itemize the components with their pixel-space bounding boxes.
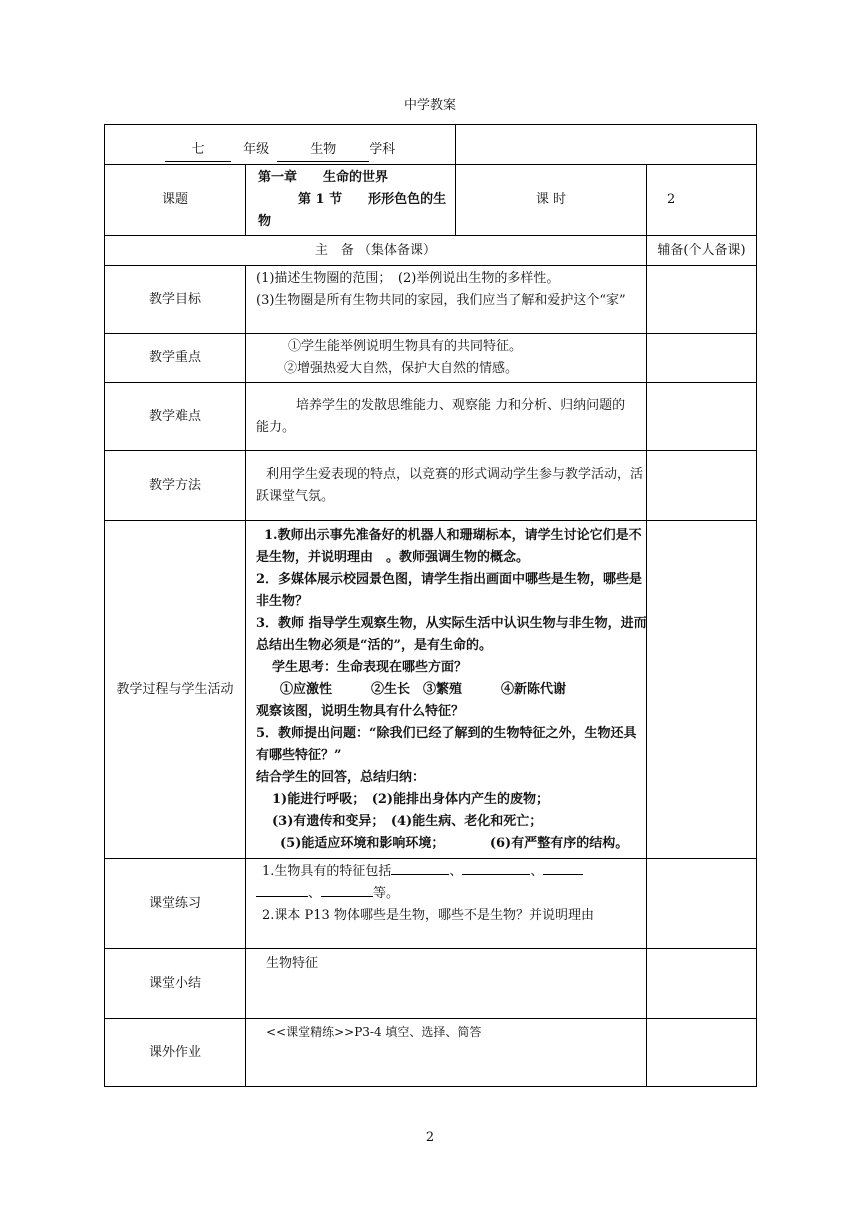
- homework-label: 课外作业: [105, 1019, 246, 1087]
- process-line: (5)能适应环境和影响环境； (6)有严整有序的结构。: [280, 835, 629, 851]
- process-line: 有哪些特征？”: [256, 747, 342, 763]
- process-line: 学生思考：生命表现在哪些方面？: [272, 659, 468, 675]
- hours-label: 课 时: [456, 165, 647, 236]
- main-prep-label: 主 备 （集体备课）: [105, 236, 647, 266]
- summary-content: 生物特征: [246, 949, 647, 1019]
- methods-row: [105, 451, 757, 521]
- answer-blank[interactable]: [256, 896, 308, 897]
- answer-blank[interactable]: [462, 874, 530, 875]
- section-title-cont: 物: [258, 214, 272, 229]
- process-line: 观察该图，说明生物具有什么特征？: [256, 703, 465, 719]
- methods-content: [246, 451, 647, 521]
- prep-header-row: [105, 236, 757, 266]
- exercise-row: [105, 859, 757, 949]
- difficulties-aux-cell: [647, 383, 757, 451]
- key-points-content: [246, 334, 647, 383]
- chapter-title: 第一章 生命的世界: [258, 170, 389, 185]
- difficulties-label: 教学难点: [105, 383, 246, 451]
- process-line: ①应激性 ②生长 ③繁殖 ④新陈代谢: [280, 681, 567, 697]
- goals-label: 教学目标: [105, 266, 246, 334]
- aux-prep-label: 辅备(个人备课): [647, 236, 757, 266]
- process-line: 1.教师出示事先准备好的机器人和珊瑚标本，请学生讨论它们是不: [264, 527, 642, 543]
- exercise-line-2: [256, 883, 638, 905]
- summary-row: [105, 949, 757, 1019]
- process-line: (3)有遗传和变异； (4)能生病、老化和死亡；: [272, 813, 543, 829]
- homework-aux-cell: [647, 1019, 757, 1087]
- difficulty-line: 能力。: [256, 419, 296, 435]
- answer-blank[interactable]: [391, 874, 449, 875]
- grade-subject-cell: [105, 125, 456, 165]
- separator: 、: [449, 864, 463, 879]
- grade-subject-row: [105, 125, 757, 165]
- exercise-end: 等。: [373, 886, 400, 901]
- process-line: 是生物，并说明理由 。教师强调生物的概念。: [256, 549, 530, 565]
- goals-content: [246, 266, 647, 334]
- methods-aux-cell: [647, 451, 757, 521]
- subject-label: 学科: [369, 142, 396, 157]
- separator: 、: [308, 886, 322, 901]
- goal-line: (3)生物圈是所有生物共同的家园，我们应当了解和爱护这个“家”: [256, 293, 626, 308]
- answer-blank[interactable]: [543, 874, 583, 875]
- grade-value: 七: [165, 139, 231, 162]
- methods-label: 教学方法: [105, 451, 246, 521]
- summary-label: 课堂小结: [105, 949, 246, 1019]
- process-line: 2．多媒体展示校园景色图，请学生指出画面中哪些是生物，哪些是: [256, 571, 643, 587]
- exercise-question-1: 1.生物具有的特征包括: [262, 864, 392, 879]
- difficulties-content: [246, 383, 647, 451]
- exercise-line-1: [256, 861, 638, 883]
- key-points-row: [105, 334, 757, 383]
- exercise-label: 课堂练习: [105, 859, 246, 949]
- header-empty-cell: [456, 125, 757, 165]
- answer-blank[interactable]: [321, 896, 373, 897]
- process-line: 总结出生物必须是“活的”，是有生命的。: [256, 637, 492, 653]
- exercise-question-2: 2.课本 P13 物体哪些是生物，哪些不是生物？并说明理由: [262, 908, 594, 923]
- summary-aux-cell: [647, 949, 757, 1019]
- process-row: [105, 521, 757, 859]
- process-line: 结合学生的回答，总结归纳：: [256, 769, 426, 785]
- process-line: 5．教师提出问题：“除我们已经了解到的生物特征之外，生物还具: [256, 725, 637, 741]
- process-line: 3．教师 指导学生观察生物，从实际生活中认识生物与非生物，进而: [256, 615, 647, 631]
- difficulties-row: [105, 383, 757, 451]
- subject-value: 生物: [277, 139, 369, 162]
- process-content: [246, 521, 647, 859]
- process-aux-cell: [647, 521, 757, 859]
- difficulty-line: 培养学生的发散思维能力、观察能 力和分析、归纳问题的: [296, 397, 626, 413]
- goal-line: (1)描述生物圈的范围； (2)举例说出生物的多样性。: [256, 271, 560, 286]
- section-title: 第 1 节 形形色色的生: [298, 192, 447, 207]
- lesson-plan-table: [104, 124, 757, 1087]
- page-number: 2: [425, 1130, 435, 1145]
- key-point-line: ①学生能举例说明生物具有的共同特征。: [288, 339, 523, 354]
- document-title: 中学教案: [403, 98, 456, 113]
- goals-aux-cell: [647, 266, 757, 334]
- process-line: 1)能进行呼吸； (2)能排出身体内产生的废物；: [272, 791, 550, 807]
- process-label: 教学过程与学生活动: [105, 521, 246, 859]
- lesson-title-row: [105, 165, 757, 236]
- separator: 、: [530, 864, 544, 879]
- exercise-aux-cell: [647, 859, 757, 949]
- key-point-line: ②增强热爱大自然，保护大自然的情感。: [284, 361, 519, 376]
- key-points-label: 教学重点: [105, 334, 246, 383]
- method-line: 跃课堂气氛。: [256, 488, 335, 504]
- homework-content: <<课堂精练>>P3-4 填空、选择、简答: [246, 1019, 647, 1087]
- exercise-content: [246, 859, 647, 949]
- lesson-title-cell: [246, 165, 456, 236]
- key-points-aux-cell: [647, 334, 757, 383]
- method-line: 利用学生爱表现的特点，以竞赛的形式调动学生参与教学活动，活: [266, 466, 644, 482]
- lesson-label: 课题: [105, 165, 246, 236]
- goals-row: [105, 266, 757, 334]
- homework-row: [105, 1019, 757, 1087]
- process-line: 非生物？: [256, 593, 309, 609]
- hours-value: 2: [647, 165, 757, 236]
- grade-label: 年级: [243, 142, 270, 157]
